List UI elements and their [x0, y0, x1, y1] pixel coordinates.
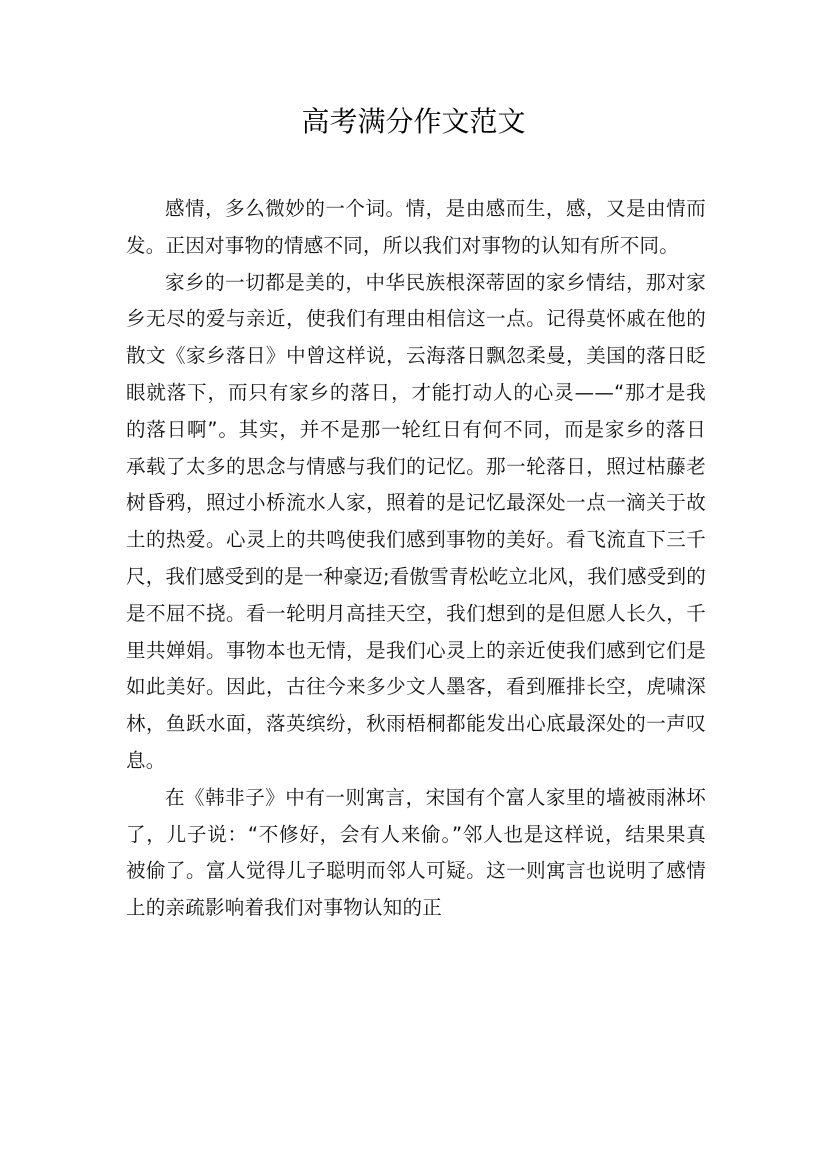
paragraph-3: 在《韩非子》中有一则寓言，宋国有个富人家里的墙被雨淋坏了，儿子说：“不修好，会有人来偷。”邻人也是这样说，结果果真被偷了。富人觉得儿子聪明而邻人可疑。这一则寓言也说明了感情上的亲疏影响着我们对事物认知的正 [126, 785, 706, 920]
document-body [126, 191, 706, 927]
paragraph-2: 家乡的一切都是美的，中华民族根深蒂固的家乡情结，那对家乡无尽的爱与亲近，使我们有理由相信这一点。记得莫怀戚在他的散文《家乡落日》中曾这样说，云海落日飘忽柔曼，美国的落日眨眼就落下，而只有家乡的落日，才能打动人的心灵——“那才是我的落日啊”。其实，并不是那一轮红日有何不同，而是家乡的落日承载了太多的思念与情感与我们的记忆。那一轮落日，照过枯藤老树昏鸦，照过小桥流水人家，照着的是记忆最深处一点一滴关于故土的热爱。心灵上的共鸣使我们感到事物的美好。看飞流直下三千尺，我们感受到的是一种豪迈;看傲雪青松屹立北风，我们感受到的是不屈不挠。看一轮明月高挂天空，我们想到的是但愿人长久，千里共婵娟。事物本也无情，是我们心灵上的亲近使我们感到它们是如此美好。因此，古往今来多少文人墨客，看到雁排长空，虎啸深林，鱼跃水面，落英缤纷，秋雨梧桐都能发出心底最深处的一声叹息。 [126, 270, 706, 772]
document-title: 高考满分作文范文 [301, 105, 526, 138]
paragraph-1: 感情，多么微妙的一个词。情，是由感而生，感，又是由情而发。正因对事物的情感不同，所以我们对事物的认知有所不同。 [126, 197, 706, 257]
